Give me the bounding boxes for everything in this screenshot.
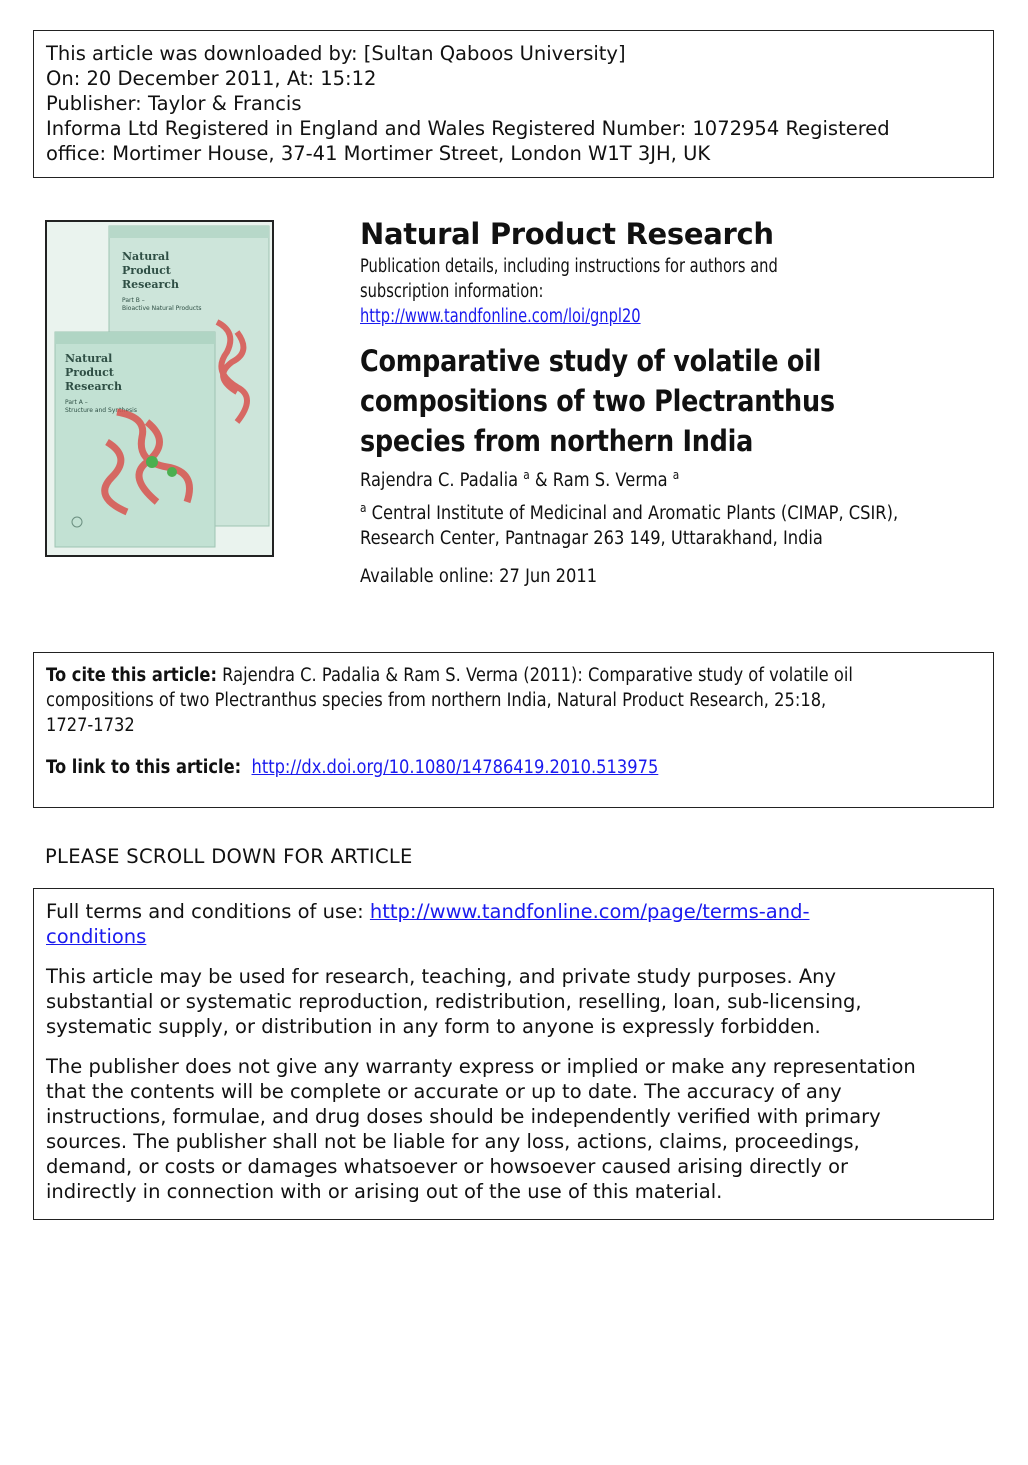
cite-text-line-3: 1727-1732 [46,715,135,736]
available-online [360,565,1000,589]
affil-mark: a [360,500,367,515]
authors [360,469,1000,493]
available-online-text: Available online: 27 Jun 2011 [360,566,598,587]
cite-label: To cite this article: [46,665,217,686]
journal-title: Natural Product Research [360,217,774,251]
publication-details [360,254,1000,329]
article-title-line-3: species from northern India [360,424,754,458]
cite-text-line-1: Rajendra C. Padalia & Ram S. Verma (2011): Comparative study of volatile oil [222,665,853,686]
svg-text:Natural: Natural [65,352,113,365]
terms-p2-line-6: indirectly in connection with or arising out of the use of this material. [46,1180,723,1203]
article-title-genus: Plectranthus [654,384,835,418]
download-line-4: Informa Ltd Registered in England and Wales Registered Number: 1072954 Registered [46,117,890,140]
article-title-line-1: Comparative study of volatile oil [360,344,822,378]
article-title-line-2: compositions of two [360,384,655,418]
terms-intro-text: Full terms and conditions of use: [46,900,370,923]
svg-text:Product: Product [65,366,114,379]
download-line-5: office: Mortimer House, 37-41 Mortimer Street, London W1T 3JH, UK [46,142,711,165]
terms-p2-line-2: that the contents will be complete or accurate or up to date. The accuracy of any [46,1080,842,1103]
terms-p2-line-3: instructions, formulae, and drug doses should be independently verified with primary [46,1105,881,1128]
svg-text:Research: Research [65,380,122,393]
author-1: Rajendra C. Padalia [360,470,519,491]
terms-box [33,888,994,1220]
svg-text:Bioactive Natural Products: Bioactive Natural Products [122,305,202,312]
article-title [360,341,1000,461]
affil-line-2: Research Center, Pantnagar 263 149, Uttarakhand, India [360,528,823,549]
terms-p1-line-2: substantial or systematic reproduction, redistribution, reselling, loan, sub-licensing, [46,990,862,1013]
svg-text:Research: Research [122,278,179,291]
svg-text:Product: Product [122,264,171,277]
download-line-3: Publisher: Taylor & Francis [46,92,302,115]
svg-text:Structure and Synthesis: Structure and Synthesis [65,407,137,414]
journal-cover-image [45,220,274,557]
svg-text:Part B –: Part B – [122,297,145,304]
download-line-1: This article was downloaded by: [Sultan Qaboos University] [46,42,626,65]
doi-link[interactable]: http://dx.doi.org/10.1080/14786419.2010.513975 [251,757,659,778]
pub-details-line-2: subscription information: [360,281,544,302]
terms-url-part-1: http://www.tandfonline.com/page/terms-and- [369,900,810,923]
download-info-box [33,30,994,178]
terms-p2-line-1: The publisher does not give any warranty express or implied or make any representation [46,1055,916,1078]
svg-text:Part A –: Part A – [65,399,88,406]
journal-cover-illustration [47,222,272,555]
terms-intro [46,899,981,949]
terms-p1-line-3: systematic supply, or distribution in any form to anyone is expressly forbidden. [46,1015,821,1038]
terms-url-part-2: conditions [46,925,147,948]
svg-text:Natural: Natural [122,250,170,263]
author-2-affil-mark: a [672,467,680,482]
terms-paragraph-1 [46,964,981,1039]
terms-paragraph-2 [46,1054,981,1204]
terms-p2-line-5: demand, or costs or damages whatsoever or howsoever caused arising directly or [46,1155,849,1178]
author-2: Ram S. Verma [552,470,668,491]
affiliation [360,501,1000,551]
scroll-down-notice: PLEASE SCROLL DOWN FOR ARTICLE [45,845,413,868]
citation-box [33,652,994,808]
cite-text-line-2: compositions of two Plectranthus species from northern India, Natural Product Research, 25:18, [46,690,827,711]
download-line-2: On: 20 December 2011, At: 15:12 [46,67,377,90]
terms-p1-line-1: This article may be used for research, teaching, and private study purposes. Any [46,965,837,988]
article-header [360,216,1000,589]
terms-p2-line-4: sources. The publisher shall not be liable for any loss, actions, claims, proceedings, [46,1130,860,1153]
link-label: To link to this article: [46,757,242,778]
journal-url-link[interactable]: http://www.tandfonline.com/loi/gnpl20 [360,306,641,327]
affil-line-1: Central Institute of Medicinal and Aromatic Plants (CIMAP, CSIR), [371,503,899,524]
pub-details-line-1: Publication details, including instructions for authors and [360,256,778,277]
author-separator: & [529,470,553,491]
author-1-affil-mark: a [523,467,530,482]
